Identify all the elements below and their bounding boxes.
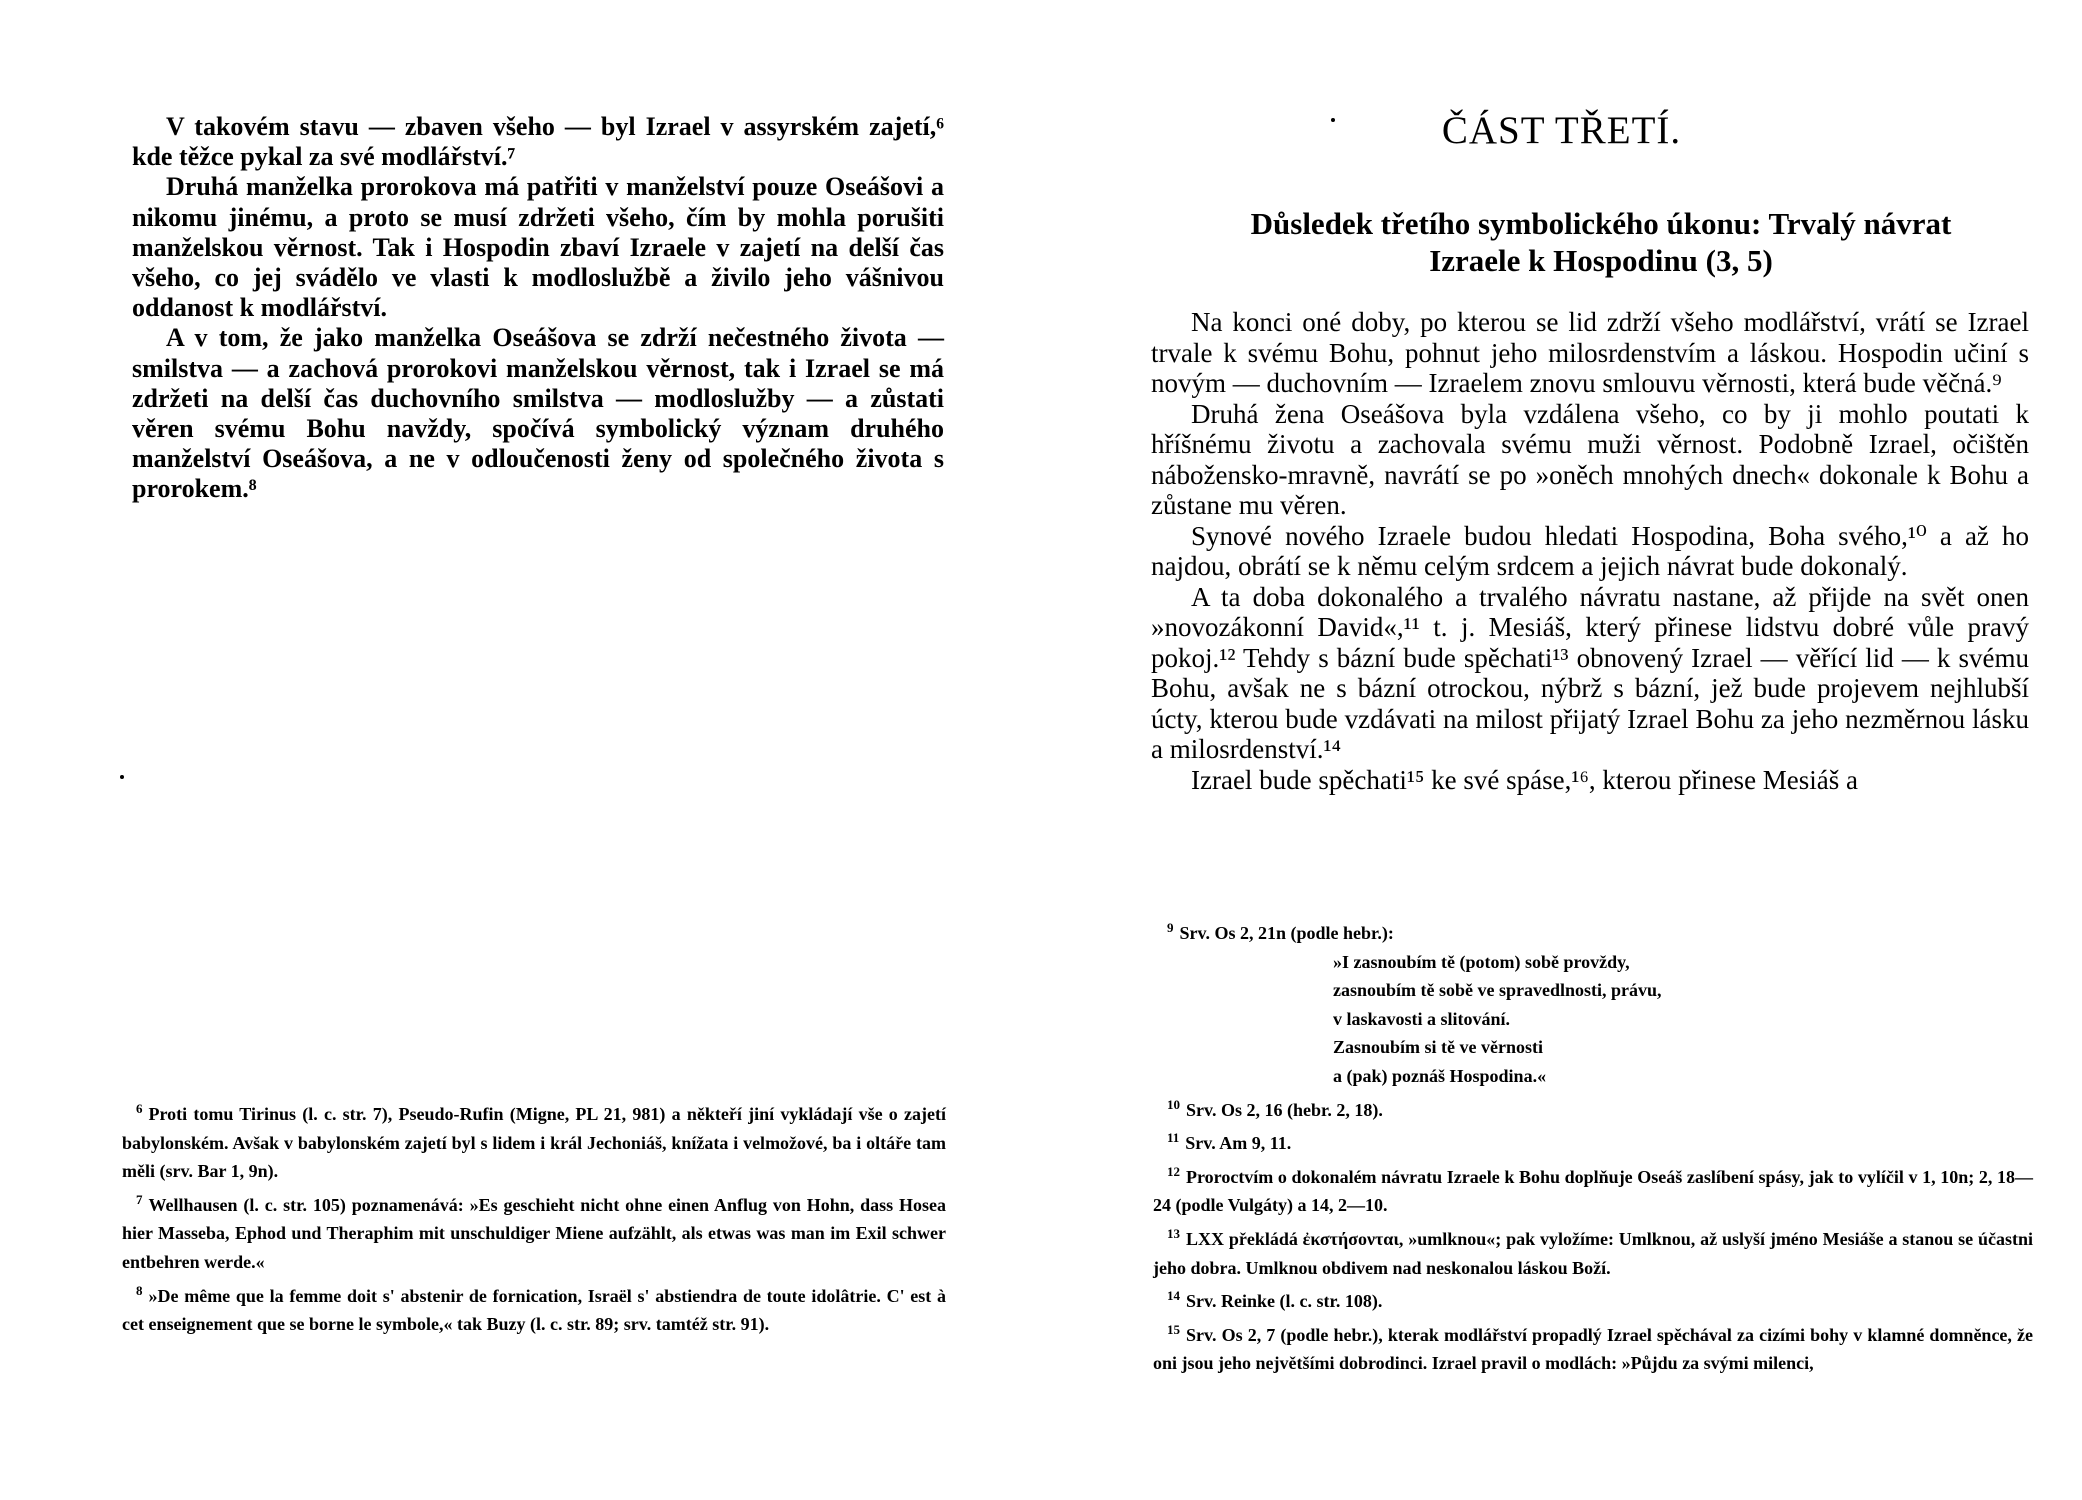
footnote-9: $^9$ Srv. Os 2, 21n (podle hebr.): bbox=[1167, 920, 1394, 943]
chapter-heading bbox=[1121, 205, 2081, 279]
right-paragraph: Na konci oné doby, po kterou se lid zdrží všeho modlářství, vrátí se Izrael trvale k svému Bohu, pohnut jeho milosrdenstvím a láskou. Hospodin učiní s novým — duchovním — Izraelem znovu smlouvu věrnosti, která bude věčná.⁹ bbox=[1151, 307, 2029, 398]
footnote-14: $^{14}$ Srv. Reinke (l. c. str. 108). bbox=[1167, 1288, 1383, 1312]
footnote-13: $^{13}$ LXX překládá ἐκστήσονται, »umlknou«; pak vyložíme: Umlknou, až uslyší jméno Mesiáše a stanou se účastni jeho dobra. Umlknou obdivem nad neskonalou láskou Boží. bbox=[1153, 1225, 2033, 1278]
quoted-verse: a (pak) poznáš Hospodina.« bbox=[1333, 1065, 1547, 1086]
footnote-6: $^6$ Proti tomu Tirinus (l. c. str. 7), Pseudo-Rufin (Migne, PL 21, 981) a někteří jiní vykládají vše o zajetí babylonském. Avšak v babylonském zajetí byl s lidem i král Jechoniáš, knížata i velmožové, ba i oltáře tam měli (srv. Bar 1, 9n). bbox=[122, 1101, 946, 1182]
right-paragraph: A ta doba dokonalého a trvalého návratu nastane, až přijde na svět onen »novozákonní David«,¹¹ t. j. Mesiáš, který přinese lidstvu dobré vůle pravý pokoj.¹² Tehdy s bázní bude spěchati¹³ obnovený Izrael — věřící lid — k svému Bohu, avšak ne s bázní otrockou, nýbrž s bázní, jež bude projevem nejhlubší úcty, kterou bude vzdávati na milost přijatý Izrael Bohu za jeho nezměrnou lásku a milosrdenství.¹⁴ bbox=[1151, 581, 2029, 764]
right-paragraph: Synové nového Izraele budou hledati Hospodina, Boha svého,¹⁰ a až ho najdou, obrátí se k němu celým srdcem a jejich návrat bude dokonalý. bbox=[1151, 520, 2029, 581]
speck-mark bbox=[120, 775, 124, 779]
quoted-verse: »I zasnoubím tě (potom) sobě provždy, bbox=[1333, 951, 1630, 972]
left-paragraph: Druhá manželka prorokova má patřiti v manželství pouze Oseášovi a nikomu jinému, a proto se musí zdržeti všeho, čím by mohla porušiti manželskou věrnost. Tak i Hospodin zbaví Izraele v zajetí na delší čas všeho, co jej svádělo ve vlasti k modloslužbě a živilo jeho vášnivou oddanost k modlářství. bbox=[132, 172, 944, 323]
footnote-11: $^{11}$ Srv. Am 9, 11. bbox=[1167, 1130, 1292, 1154]
quoted-verse: zasnoubím tě sobě ve spravedlnosti, právu, bbox=[1333, 980, 1662, 1001]
footnote-7: $^7$ Wellhausen (l. c. str. 105) poznamenává: »Es geschieht nicht ohne einen Anflug von Hohn, dass Hosea hier Masseba, Ephod und Theraphim mit unschuldiger Miene aufzählt, als etwas was man im Exil schwer entbehren werde.« bbox=[122, 1191, 946, 1272]
footnote-10: $^{10}$ Srv. Os 2, 16 (hebr. 2, 18). bbox=[1167, 1096, 1383, 1120]
right-page bbox=[1041, 0, 2082, 1500]
left-footnotes bbox=[122, 1095, 946, 1339]
footnote-12: $^{12}$ Proroctvím o dokonalém návratu Izraele k Bohu doplňuje Oseáš zaslíbení spásy, jak to vylíčil v 1, 10n; 2, 18—24 (podle Vulgáty) a 14, 2—10. bbox=[1153, 1163, 2033, 1216]
left-body-text bbox=[132, 112, 944, 505]
right-paragraph: Druhá žena Oseášova byla vzdálena všeho, co by ji mohlo poutati k hříšnému životu a zachovala svému muži věrnost. Podobně Izrael, očištěn nábožensko-mravně, navrátí se po »oněch mnohých dnech« dokonale k Bohu a zůstane mu věren. bbox=[1151, 398, 2029, 520]
quoted-verse: Zasnoubím si tě ve věrnosti bbox=[1333, 1037, 1544, 1058]
footnote-8: $^8$ »De même que la femme doit s' abstenir de fornication, Israël s' abstiendra de toute idolâtrie. C' est à cet enseignement que se borne le symbole,« tak Buzy (l. c. str. 89; srv. tamtéž str. 91). bbox=[122, 1282, 946, 1335]
chapter-heading-line: Důsledek třetího symbolického úkonu: Trvalý návrat bbox=[1250, 206, 1952, 241]
footnote-15: $^{15}$ Srv. Os 2, 7 (podle hebr.), kterak modlářství propadlý Izrael spěchával za cizími bohy v klamné domněnce, že oni jsou jeho největšími dobrodinci. Izrael pravil o modlách: »Půjdu za svými milenci, bbox=[1153, 1321, 2033, 1374]
right-body-text bbox=[1151, 307, 2029, 795]
left-paragraph: A v tom, že jako manželka Oseášova se zdrží nečestného života — smilstva — a zachová prorokovi manželskou věrnost, tak i Izrael se má zdržeti na delší čas duchovního smilstva — modloslužby — a zůstati věren svému Bohu navždy, spočívá symbolický význam druhého manželství Oseášova, a ne v odloučenosti ženy od společného života s prorokem.⁸ bbox=[132, 323, 944, 504]
left-paragraph: V takovém stavu — zbaven všeho — byl Izrael v assyrském zajetí,⁶ kde těžce pykal za své modlářství.⁷ bbox=[132, 112, 944, 172]
chapter-heading-line: Izraele k Hospodinu (3, 5) bbox=[1429, 243, 1773, 278]
right-footnotes bbox=[1153, 914, 2033, 1378]
part-title: ČÁST TŘETÍ. bbox=[1441, 109, 1682, 152]
right-paragraph: Izrael bude spěchati¹⁵ ke své spáse,¹⁶, kterou přinese Mesiáš a bbox=[1191, 764, 1859, 795]
quoted-verse: v laskavosti a slitování. bbox=[1333, 1008, 1511, 1029]
